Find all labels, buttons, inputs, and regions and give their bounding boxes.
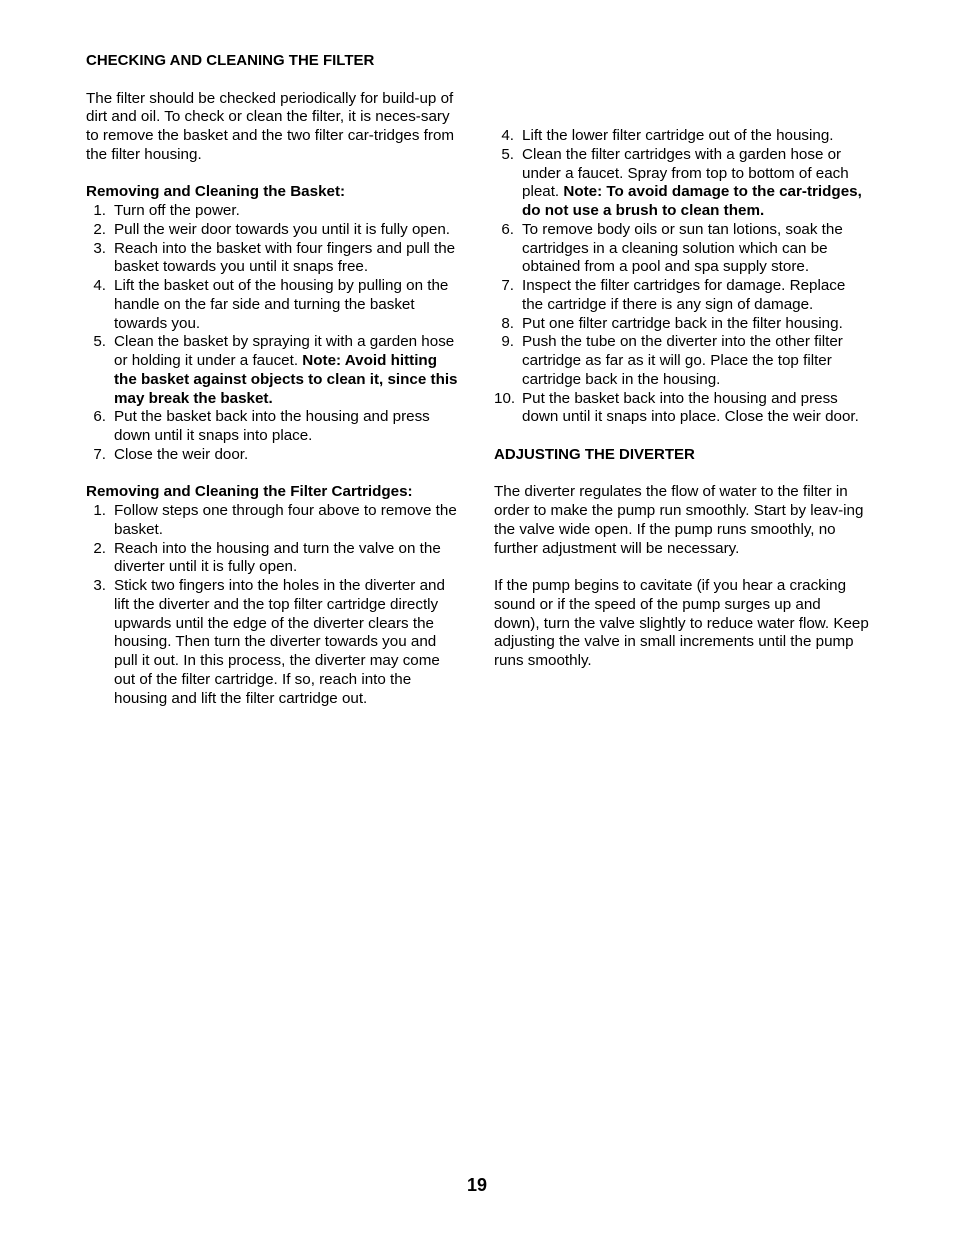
list-item: 7. Inspect the filter cartridges for damage. Replace the cartridge if there is any sign of damage. xyxy=(501,277,846,313)
list-item: 2. Reach into the housing and turn the valve on the diverter until it is fully open. xyxy=(93,539,441,576)
diverter-paragraph-2: If the pump begins to cavitate (if you hear a cracking sound or if the speed of the pump surges up and down), turn the valve slightly to reduce water flow. Keep adjusting the valve in small increments until the pump runs smoothly. xyxy=(494,577,869,669)
diverter-paragraph-1: The diverter regulates the flow of water to the filter in order to make the pump run smoothly. Start by leav-ing the valve wide open. If the pump runs smoothly, no further adjustment will be necessary. xyxy=(494,483,864,557)
section-heading-checking-filter: CHECKING AND CLEANING THE FILTER xyxy=(86,52,375,69)
cartridge-steps-list-continued xyxy=(494,127,870,427)
list-item: 2. Pull the weir door towards you until it is fully open. xyxy=(93,220,450,238)
page-number: 19 xyxy=(466,1175,488,1195)
list-item: 5. Clean the basket by spraying it with a garden hose or holding it under a faucet. Note: Avoid hitting the basket against objects to clean it, since this may break the basket. xyxy=(93,333,458,407)
cartridge-steps-list xyxy=(86,502,462,708)
list-item: 6. To remove body oils or sun tan lotions, soak the cartridges in a cleaning solution which can be obtained from a pool and spa supply store. xyxy=(501,220,843,276)
left-column xyxy=(86,52,462,708)
list-item: 9. Push the tube on the diverter into the other filter cartridge as far as it will go. Place the top filter cartridge back in the housing. xyxy=(501,333,843,388)
list-item: 10. Put the basket back into the housing and press down until it snaps into place. Close the weir door. xyxy=(494,389,859,426)
note-bold: Note: To avoid damage to the car-tridges, do not use a brush to clean them. xyxy=(522,183,862,219)
list-item: 4. Lift the lower filter cartridge out of the housing. xyxy=(501,127,834,144)
list-item: 3. Stick two fingers into the holes in the diverter and lift the diverter and the top filter cartridge directly upwards until the edge of the diverter clears the housing. Then turn the diverter towards you and pull it out. In this process, the diverter may come out of the filter cartridge. If so, reach into the housing and lift the filter cartridge out. xyxy=(93,577,445,707)
list-item: 4. Lift the basket out of the housing by pulling on the handle on the far side and turning the basket towards you. xyxy=(93,277,449,332)
list-item: 8. Put one filter cartridge back in the filter housing. xyxy=(501,314,843,332)
subheading-basket: Removing and Cleaning the Basket: xyxy=(86,183,346,201)
list-item: 7. Close the weir door. xyxy=(93,445,249,463)
list-item: 6. Put the basket back into the housing and press down until it snaps into place. xyxy=(93,408,430,444)
subheading-cartridges: Removing and Cleaning the Filter Cartridges: xyxy=(86,483,413,501)
list-item: 1. Follow steps one through four above to remove the basket. xyxy=(93,502,457,538)
basket-steps-list xyxy=(86,202,462,465)
list-item: 5. Clean the filter cartridges with a garden hose or under a faucet. Spray from top to bottom of each pleat. Note: To avoid damage to the car-tridges, do not use a brush to clean them. xyxy=(501,145,862,219)
list-item: 1. Turn off the power. xyxy=(93,202,240,219)
intro-paragraph: The filter should be checked periodically for build-up of dirt and oil. To check or clean the filter, it is neces-sary to remove the basket and the two filter car-tridges from the filter housing. xyxy=(86,89,455,163)
list-item: 3. Reach into the basket with four fingers and pull the basket towards you until it snaps free. xyxy=(93,239,456,276)
right-column xyxy=(494,127,870,671)
section-heading-adjusting-diverter: ADJUSTING THE DIVERTER xyxy=(494,445,695,463)
note-bold: Note: Avoid hitting the basket against objects to clean it, since this may break the basket. xyxy=(114,352,458,407)
